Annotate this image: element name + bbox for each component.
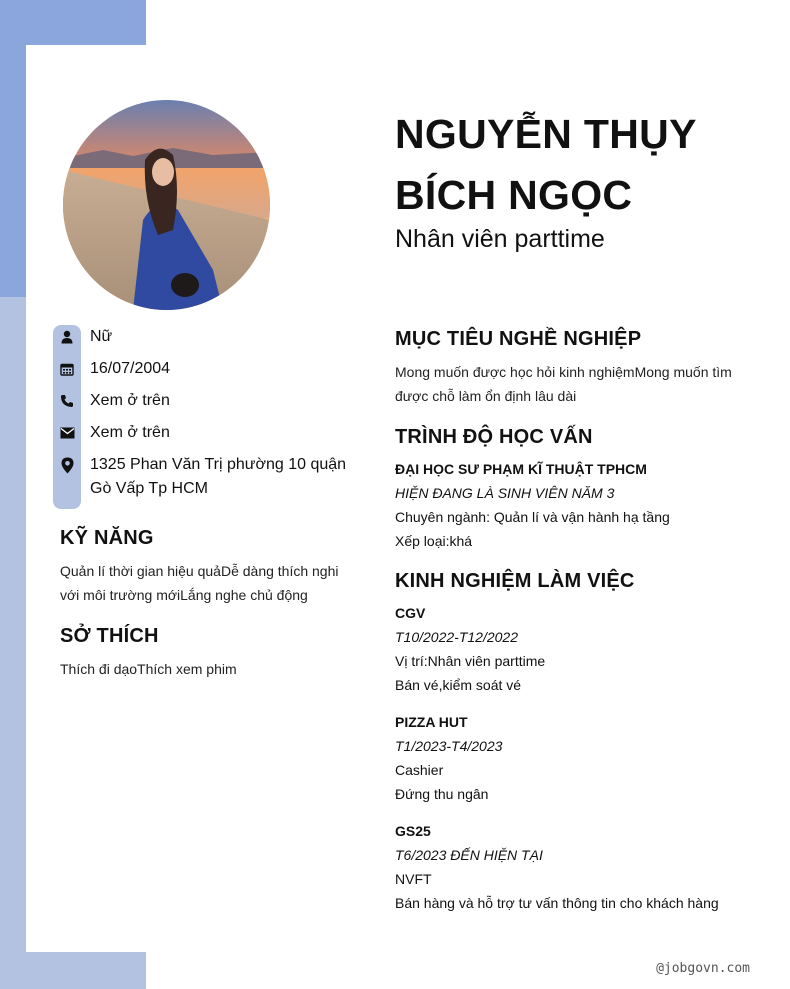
gender-text: Nữ bbox=[90, 328, 113, 345]
job-period: T10/2022-T12/2022 bbox=[395, 629, 518, 645]
email-text: Xem ở trên bbox=[90, 424, 170, 441]
contact-gender bbox=[53, 325, 353, 349]
job-desc: Bán vé,kiểm soát vé bbox=[395, 677, 522, 693]
experience-heading: KINH NGHIỆM LÀM VIỆC bbox=[395, 570, 635, 592]
job-desc: Đứng thu ngân bbox=[395, 786, 489, 802]
job-company: PIZZA HUT bbox=[395, 714, 468, 730]
job-role: NVFT bbox=[395, 871, 432, 887]
profile-photo bbox=[63, 100, 270, 310]
hobbies-heading: SỞ THÍCH bbox=[60, 625, 159, 647]
address-text: 1325 Phan Văn Trị phường 10 quận Gò Vấp Tp HCM bbox=[90, 456, 347, 497]
education-major: Chuyên ngành: Quản lí và vận hành hạ tầng bbox=[395, 509, 670, 525]
contact-address bbox=[53, 453, 353, 501]
job-title: Nhân viên parttime bbox=[395, 225, 605, 253]
education-status: HIỆN ĐANG LÀ SINH VIÊN NĂM 3 bbox=[395, 485, 615, 501]
location-pin-icon bbox=[53, 453, 81, 477]
objective-text: Mong muốn được học hỏi kinh nghiệmMong muốn tìm được chỗ làm ổn định lâu dài bbox=[395, 364, 732, 404]
job-entry bbox=[395, 601, 765, 697]
watermark: @jobgovn.com bbox=[656, 961, 750, 976]
job-company: GS25 bbox=[395, 823, 431, 839]
skills-text: Quản lí thời gian hiệu quảDễ dàng thích nghi với môi trường mớiLắng nghe chủ động bbox=[60, 563, 339, 603]
phone-icon bbox=[53, 389, 81, 413]
mail-icon bbox=[53, 421, 81, 445]
job-role: Cashier bbox=[395, 762, 444, 778]
contact-phone bbox=[53, 389, 353, 413]
job-desc: Bán hàng và hỗ trợ tư vấn thông tin cho khách hàng bbox=[395, 895, 719, 911]
job-entry bbox=[395, 819, 765, 915]
education-grade: Xếp loại:khá bbox=[395, 533, 473, 549]
contact-dob bbox=[53, 357, 353, 381]
name-line-2: BÍCH NGỌC bbox=[395, 172, 633, 218]
education-heading: TRÌNH ĐỘ HỌC VẤN bbox=[395, 426, 593, 448]
name-line-1: NGUYỄN THỤY bbox=[395, 111, 697, 157]
job-company: CGV bbox=[395, 605, 426, 621]
dob-text: 16/07/2004 bbox=[90, 360, 171, 377]
person-icon bbox=[53, 325, 81, 349]
phone-text: Xem ở trên bbox=[90, 392, 170, 409]
contact-email bbox=[53, 421, 353, 445]
education-school: ĐẠI HỌC SƯ PHẠM KĨ THUẬT TPHCM bbox=[395, 461, 647, 477]
person-name bbox=[395, 104, 775, 226]
calendar-icon bbox=[53, 357, 81, 381]
job-entry bbox=[395, 710, 765, 806]
education-block bbox=[395, 457, 765, 553]
objective-heading: MỤC TIÊU NGHỀ NGHIỆP bbox=[395, 328, 642, 350]
job-period: T1/2023-T4/2023 bbox=[395, 738, 503, 754]
hobbies-text: Thích đi dạoThích xem phim bbox=[60, 661, 237, 677]
skills-heading: KỸ NĂNG bbox=[60, 527, 154, 549]
job-role: Vị trí:Nhân viên parttime bbox=[395, 653, 546, 669]
job-period: T6/2023 ĐẾN HIỆN TẠI bbox=[395, 847, 543, 863]
